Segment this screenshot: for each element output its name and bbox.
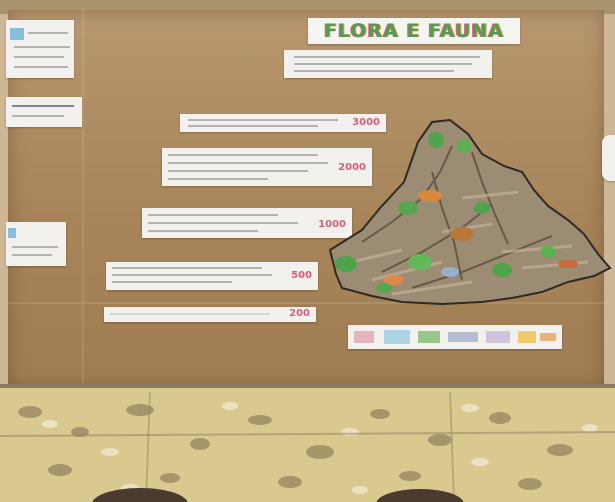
- poster-title-text: FLORA E FAUNA: [323, 20, 505, 42]
- text-line: [294, 63, 472, 65]
- left-card-lower: [6, 222, 66, 266]
- plant-patch: [540, 246, 556, 258]
- description-strip: [284, 50, 492, 78]
- text-line: [110, 313, 270, 315]
- plant-patch: [492, 263, 512, 277]
- plant-patch: [457, 139, 471, 153]
- elevation-strip-1000: [142, 208, 352, 238]
- text-line: [148, 214, 278, 216]
- poster-fold-vertical: [82, 10, 84, 388]
- species-drawing: [418, 331, 440, 343]
- shoes: [0, 478, 615, 502]
- animal-drawing: [441, 267, 459, 277]
- text-line: [168, 178, 268, 180]
- species-drawing: [518, 331, 536, 343]
- text-line: [12, 254, 52, 256]
- elevation-label: 3000: [352, 117, 380, 128]
- poster-title: [308, 18, 520, 44]
- elevation-label: 2000: [338, 162, 366, 173]
- text-line: [12, 105, 74, 107]
- animal-drawing: [558, 260, 578, 268]
- plant-patch: [428, 132, 444, 148]
- elevation-strip-500: [106, 262, 318, 290]
- mountain-drawing: [322, 112, 612, 312]
- text-line: [12, 246, 58, 248]
- text-line: [294, 56, 480, 58]
- blue-marker: [10, 28, 24, 40]
- text-line: [14, 46, 70, 48]
- plant-patch: [398, 201, 418, 215]
- species-drawing: [486, 331, 510, 343]
- animal-drawing: [418, 190, 442, 202]
- right-shoe: [376, 489, 464, 502]
- text-line: [112, 267, 262, 269]
- elevation-label: 1000: [318, 219, 346, 230]
- blue-marker: [8, 228, 16, 238]
- species-drawing: [448, 332, 478, 342]
- animal-drawing: [384, 275, 404, 285]
- text-line: [168, 154, 318, 156]
- plant-patch: [474, 202, 490, 214]
- plant-patch: [335, 256, 357, 272]
- text-line: [188, 125, 318, 127]
- left-card-middle: [6, 97, 82, 127]
- text-line: [112, 274, 272, 276]
- text-line: [148, 230, 258, 232]
- text-line: [294, 70, 454, 72]
- plant-patch: [376, 283, 392, 293]
- text-line: [188, 119, 338, 121]
- left-shoe: [92, 488, 188, 502]
- species-drawing: [384, 330, 410, 344]
- species-drawing: [540, 333, 556, 341]
- text-line: [28, 32, 68, 34]
- elevation-label: 200: [289, 308, 310, 319]
- left-card-top: [6, 20, 74, 78]
- text-line: [14, 56, 64, 58]
- animal-drawing: [450, 227, 474, 241]
- species-drawing: [354, 331, 374, 343]
- text-line: [168, 170, 308, 172]
- species-strip: [348, 325, 562, 349]
- text-line: [12, 115, 64, 117]
- text-line: [168, 162, 328, 164]
- elevation-strip-200: [104, 307, 316, 322]
- plant-patch: [408, 254, 432, 270]
- text-line: [112, 281, 232, 283]
- text-line: [14, 66, 68, 68]
- elevation-label: 500: [291, 270, 312, 281]
- text-line: [148, 222, 298, 224]
